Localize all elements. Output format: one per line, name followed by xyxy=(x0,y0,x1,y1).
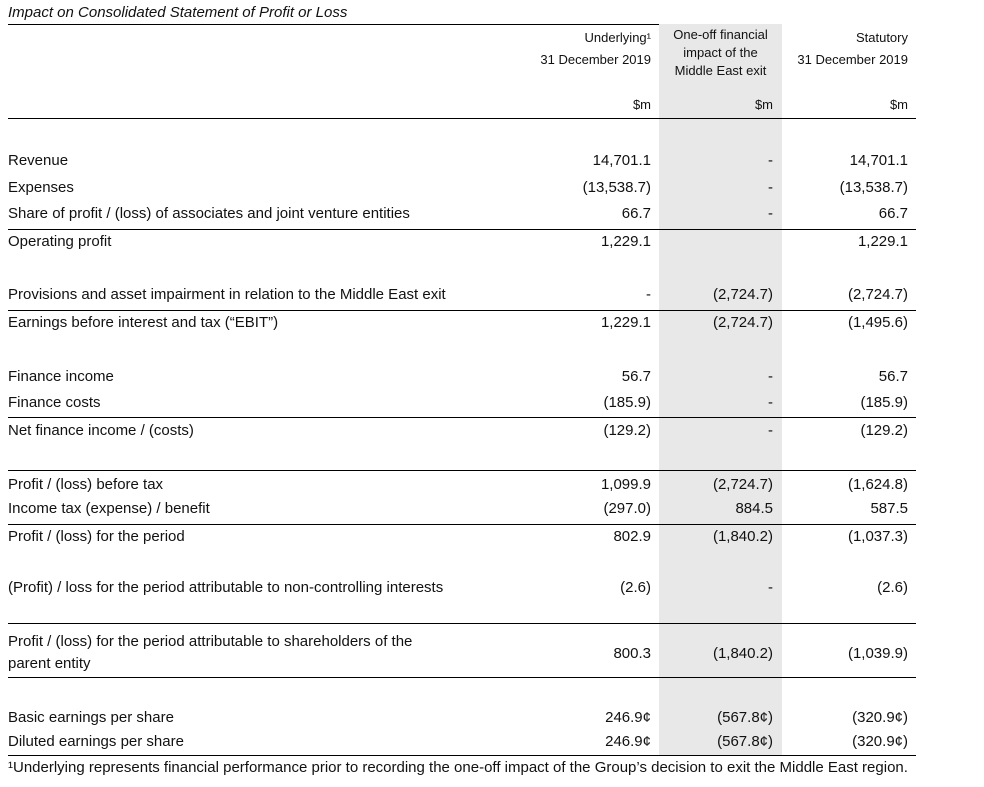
col-oneoff-unit: $m xyxy=(754,97,773,112)
cell-profit-for-period-underlying: 802.9 xyxy=(613,528,651,545)
cell-revenue-underlying: 14,701.1 xyxy=(592,152,651,169)
cell-share-of-profit-oneoff: - xyxy=(768,205,773,222)
col-oneoff-line2: impact of the xyxy=(683,45,758,60)
cell-finance-costs-underlying: (185.9) xyxy=(603,394,651,411)
cell-profit-before-tax-underlying: 1,099.9 xyxy=(600,476,651,493)
cell-ebit-statutory: (1,495.6) xyxy=(847,314,908,331)
row-label-profit-for-period: Profit / (loss) for the period xyxy=(8,528,185,545)
cell-diluted-eps-underlying: 246.9¢ xyxy=(605,733,651,750)
row-label-profit-before-tax: Profit / (loss) before tax xyxy=(8,476,164,493)
cell-diluted-eps-statutory: (320.9¢) xyxy=(852,733,908,750)
cell-non-controlling-oneoff: - xyxy=(768,579,773,596)
col-statutory-header xyxy=(790,27,908,71)
cell-diluted-eps-oneoff: (567.8¢) xyxy=(717,733,773,750)
cell-expenses-statutory: (13,538.7) xyxy=(839,179,908,196)
rule-before-net-finance xyxy=(8,417,916,418)
col-underlying-line1: Underlying¹ xyxy=(584,30,651,45)
row-label-shareholders: Profit / (loss) for the period attributable to shareholders of the xyxy=(8,633,413,650)
cell-basic-eps-underlying: 246.9¢ xyxy=(605,709,651,726)
cell-net-finance-statutory: (129.2) xyxy=(860,422,908,439)
cell-provisions-oneoff: (2,724.7) xyxy=(712,286,773,303)
row-label-net-finance: Net finance income / (costs) xyxy=(8,422,194,439)
cell-shareholders-oneoff: (1,840.2) xyxy=(712,645,773,662)
cell-finance-costs-statutory: (185.9) xyxy=(860,394,908,411)
cell-profit-for-period-oneoff: (1,840.2) xyxy=(712,528,773,545)
col-statutory-line2: 31 December 2019 xyxy=(797,52,908,67)
cell-provisions-underlying: - xyxy=(646,286,651,303)
col-oneoff-header xyxy=(659,26,782,80)
row-label-expenses: Expenses xyxy=(8,179,74,196)
rule-before-pbt xyxy=(8,470,916,471)
col-statutory-line1: Statutory xyxy=(855,30,908,45)
row-label-provisions: Provisions and asset impairment in relation to the Middle East exit xyxy=(8,286,446,303)
row-label-non-controlling: (Profit) / loss for the period attributable to non-controlling interests xyxy=(8,579,444,596)
cell-shareholders-underlying: 800.3 xyxy=(613,645,651,662)
cell-profit-before-tax-statutory: (1,624.8) xyxy=(847,476,908,493)
cell-basic-eps-statutory: (320.9¢) xyxy=(852,709,908,726)
header-rule xyxy=(8,118,916,119)
cell-revenue-oneoff: - xyxy=(768,152,773,169)
cell-basic-eps-oneoff: (567.8¢) xyxy=(717,709,773,726)
col-oneoff-line1: One-off financial xyxy=(673,27,768,42)
rule-before-footnote xyxy=(8,755,916,756)
rule-before-ebit xyxy=(8,310,916,311)
row-label-shareholders-line2: parent entity xyxy=(8,655,91,672)
row-label-share-of-profit: Share of profit / (loss) of associates and joint venture entities xyxy=(8,205,410,222)
row-label-diluted-eps: Diluted earnings per share xyxy=(8,733,184,750)
footnote: ¹Underlying represents financial performance prior to recording the one-off impact of the Group’s decision to exit the Middle East region. xyxy=(8,759,908,776)
row-label-finance-income: Finance income xyxy=(8,368,114,385)
cell-provisions-statutory: (2,724.7) xyxy=(847,286,908,303)
cell-finance-income-underlying: 56.7 xyxy=(621,368,651,385)
col-underlying-header xyxy=(500,27,651,71)
table-title: Impact on Consolidated Statement of Profit or Loss xyxy=(8,4,348,21)
cell-expenses-oneoff: - xyxy=(768,179,773,196)
row-label-income-tax: Income tax (expense) / benefit xyxy=(8,500,210,517)
cell-ebit-oneoff: (2,724.7) xyxy=(712,314,773,331)
cell-finance-income-oneoff: - xyxy=(768,368,773,385)
cell-revenue-statutory: 14,701.1 xyxy=(849,152,908,169)
cell-finance-costs-oneoff: - xyxy=(768,394,773,411)
row-label-operating-profit: Operating profit xyxy=(8,233,112,250)
rule-before-operating-profit xyxy=(8,229,916,230)
cell-net-finance-underlying: (129.2) xyxy=(603,422,651,439)
col-underlying-unit: $m xyxy=(632,97,651,112)
cell-income-tax-oneoff: 884.5 xyxy=(735,500,773,517)
cell-operating-profit-statutory: 1,229.1 xyxy=(857,233,908,250)
cell-operating-profit-underlying: 1,229.1 xyxy=(600,233,651,250)
cell-profit-before-tax-oneoff: (2,724.7) xyxy=(712,476,773,493)
col-underlying-line2: 31 December 2019 xyxy=(540,52,651,67)
title-underline xyxy=(8,24,659,25)
cell-shareholders-statutory: (1,039.9) xyxy=(847,645,908,662)
cell-profit-for-period-statutory: (1,037.3) xyxy=(847,528,908,545)
col-statutory-unit: $m xyxy=(889,97,908,112)
row-label-revenue: Revenue xyxy=(8,152,69,169)
cell-income-tax-underlying: (297.0) xyxy=(603,500,651,517)
row-label-finance-costs: Finance costs xyxy=(8,394,101,411)
cell-finance-income-statutory: 56.7 xyxy=(878,368,908,385)
col-oneoff-line3: Middle East exit xyxy=(674,63,767,78)
cell-share-of-profit-statutory: 66.7 xyxy=(878,205,908,222)
rule-before-shareholders xyxy=(8,623,916,624)
row-label-basic-eps: Basic earnings per share xyxy=(8,709,174,726)
cell-expenses-underlying: (13,538.7) xyxy=(582,179,651,196)
cell-non-controlling-underlying: (2.6) xyxy=(620,579,651,596)
row-label-ebit: Earnings before interest and tax (“EBIT”) xyxy=(8,314,279,331)
cell-income-tax-statutory: 587.5 xyxy=(870,500,908,517)
rule-before-eps xyxy=(8,677,916,678)
cell-net-finance-oneoff: - xyxy=(768,422,773,439)
cell-ebit-underlying: 1,229.1 xyxy=(600,314,651,331)
cell-non-controlling-statutory: (2.6) xyxy=(877,579,908,596)
rule-before-profit-period xyxy=(8,524,916,525)
cell-share-of-profit-underlying: 66.7 xyxy=(621,205,651,222)
